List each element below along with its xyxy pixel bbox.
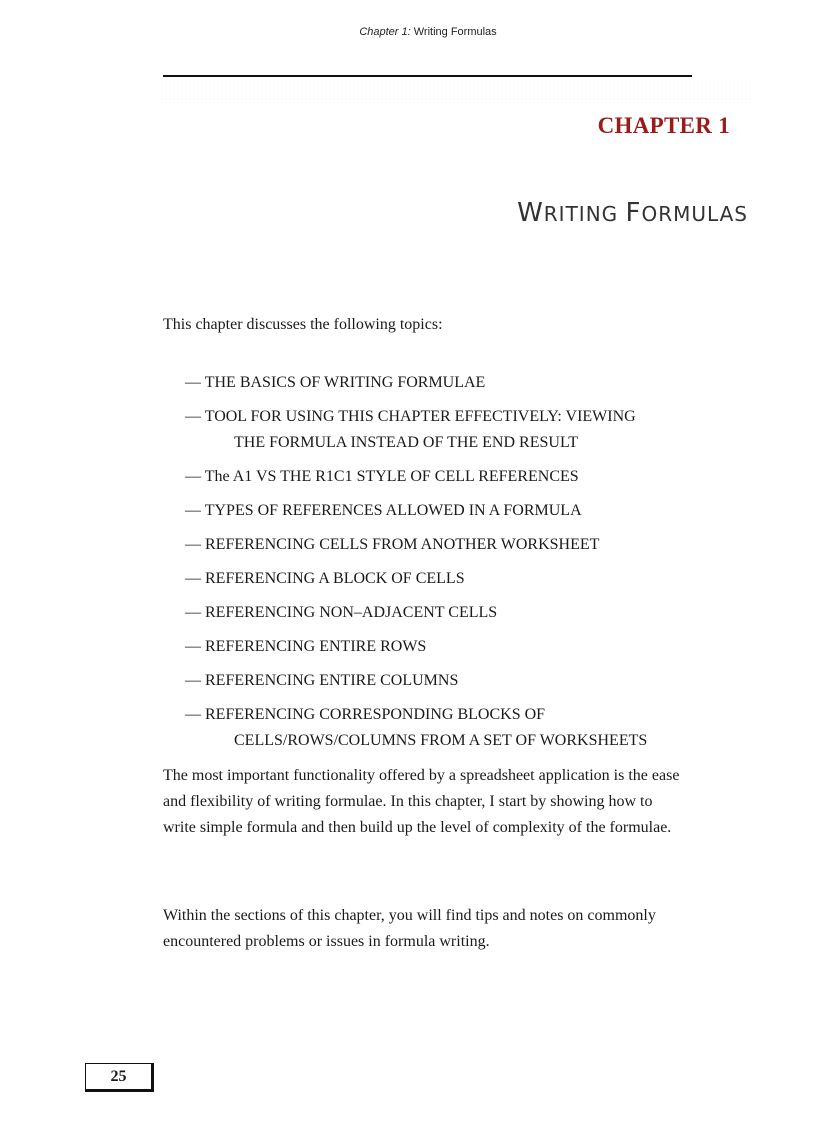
topic-line: — REFERENCING NON–ADJACENT CELLS — [185, 604, 498, 621]
topic-line: — TYPES OF REFERENCES ALLOWED IN A FORMULA — [185, 502, 582, 519]
topic-line: — The A1 VS THE R1C1 STYLE OF CELL REFERENCES — [185, 468, 579, 485]
chapter-title-initial-w: W — [517, 198, 544, 228]
topic-item — [185, 404, 705, 456]
body-paragraph: Within the sections of this chapter, you will find tips and notes on commonly encountered problems or issues in formula writing. — [163, 907, 656, 950]
topic-item — [185, 370, 705, 396]
topic-line: — REFERENCING CORRESPONDING BLOCKS OF — [185, 706, 546, 723]
topic-line: — REFERENCING CELLS FROM ANOTHER WORKSHEET — [185, 536, 600, 553]
topic-item — [185, 532, 705, 558]
topic-line: — REFERENCING ENTIRE COLUMNS — [185, 672, 459, 689]
chapter-label: CHAPTER 1 — [597, 113, 730, 138]
chapter-title-rest-1: RITING — [543, 202, 626, 226]
chapter-title-initial-f: F — [625, 198, 642, 228]
topic-item — [185, 702, 705, 754]
topic-line: — REFERENCING A BLOCK OF CELLS — [185, 570, 465, 587]
page-number: 25 — [85, 1063, 154, 1092]
topics-list — [185, 370, 705, 762]
topic-line: — TOOL FOR USING THIS CHAPTER EFFECTIVELY: VIEWING — [185, 408, 636, 425]
topic-item — [185, 464, 705, 490]
topic-item — [185, 634, 705, 660]
topic-item — [185, 498, 705, 524]
running-header-chapter-name: Writing Formulas — [413, 26, 497, 38]
chapter-title — [517, 198, 748, 228]
topic-continuation: CELLS/ROWS/COLUMNS FROM A SET OF WORKSHEETS — [234, 732, 648, 749]
topic-line: — REFERENCING ENTIRE ROWS — [185, 638, 427, 655]
topic-continuation: THE FORMULA INSTEAD OF THE END RESULT — [234, 434, 579, 451]
topic-item — [185, 668, 705, 694]
body-paragraph: The most important functionality offered by a spreadsheet application is the ease and flexibility of writing formulae. In this chapter, I start by showing how to write simple formula and then build up the level of complexity of the formulae. — [163, 767, 680, 836]
running-header-chapter-number: Chapter 1: — [359, 26, 411, 38]
topic-item — [185, 600, 705, 626]
header-rule — [163, 75, 692, 77]
intro-text: This chapter discusses the following topics: — [163, 316, 443, 333]
chapter-title-rest-2: ORMULAS — [641, 202, 748, 226]
running-header — [0, 26, 816, 38]
topic-line: — THE BASICS OF WRITING FORMULAE — [185, 374, 486, 391]
decorative-dot-band — [160, 81, 752, 103]
topic-item — [185, 566, 705, 592]
